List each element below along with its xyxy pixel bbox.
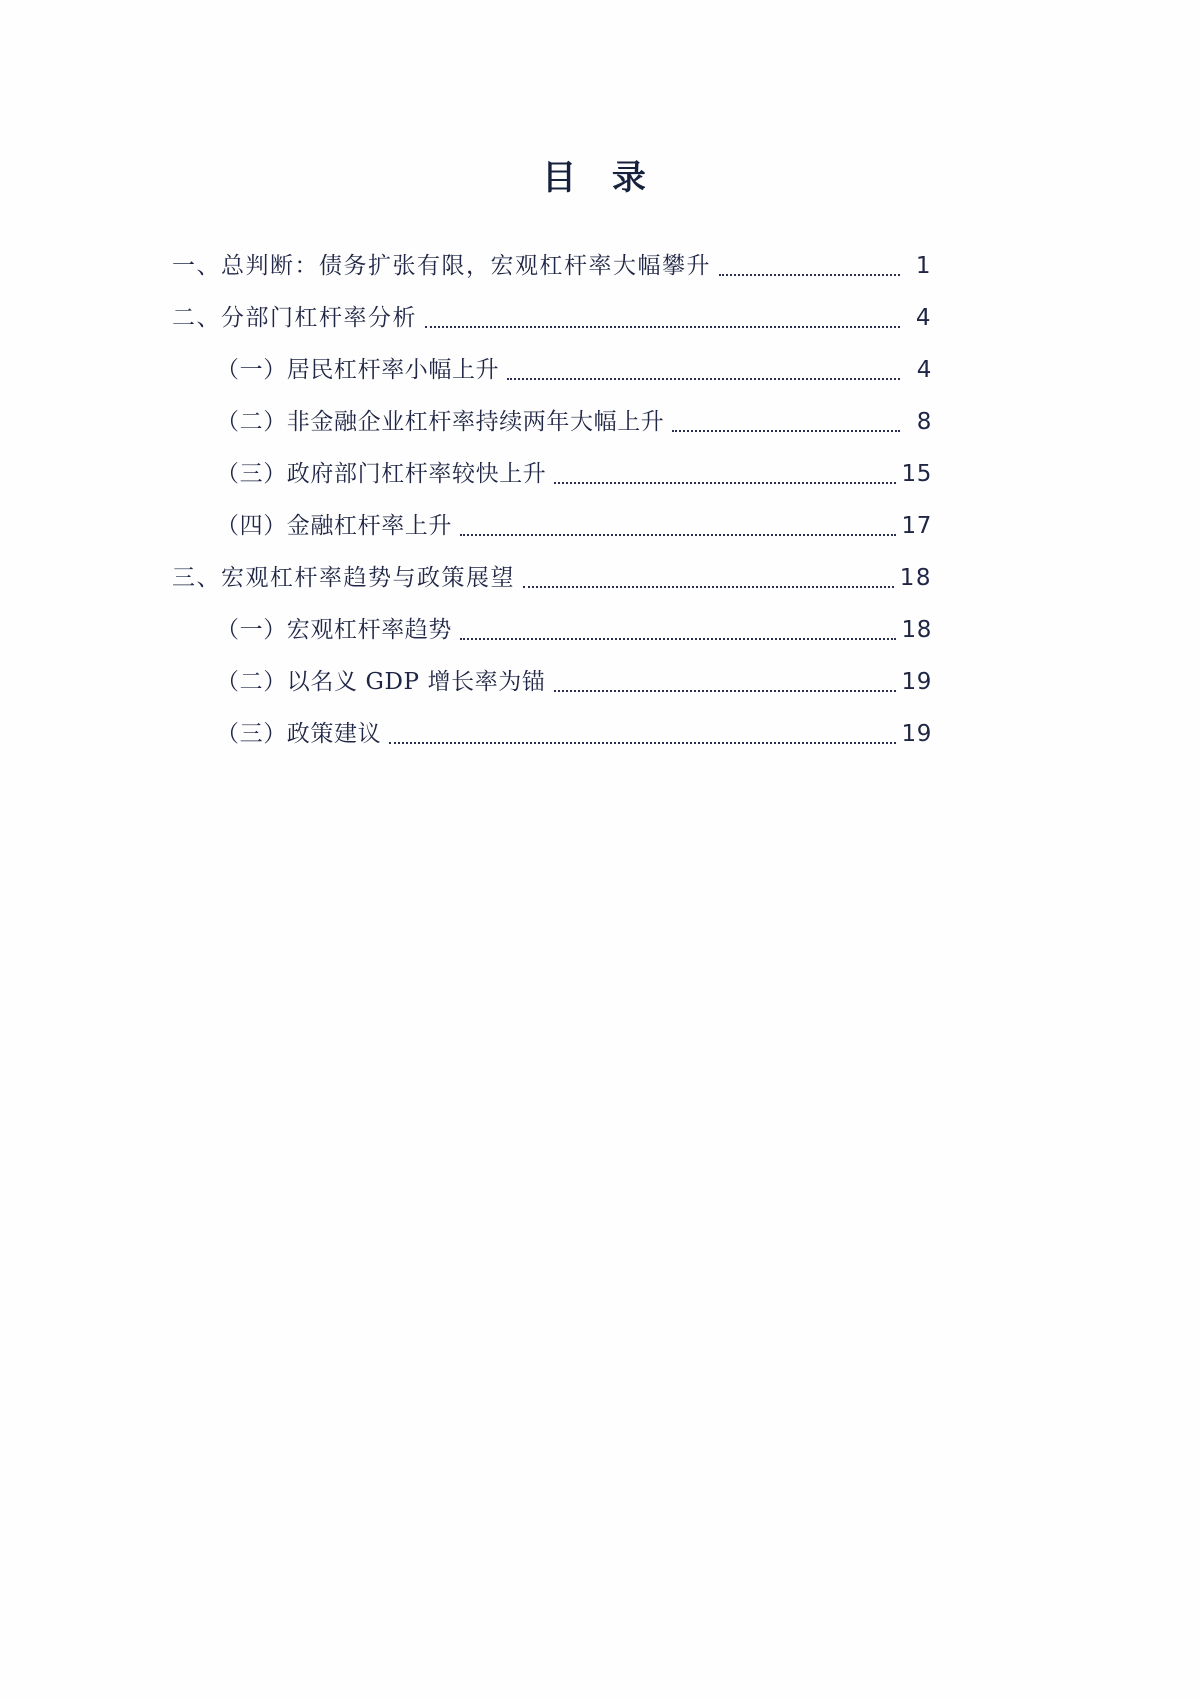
toc-entry[interactable]	[172, 251, 932, 282]
page-title: 目 录	[542, 158, 658, 198]
toc-entry[interactable]	[172, 563, 932, 594]
toc-entry-label: 二、分部门杠杆率分析	[172, 305, 417, 332]
toc-leader-dots	[389, 741, 895, 744]
table-of-contents	[172, 251, 932, 750]
toc-leader-dots	[554, 689, 896, 692]
toc-entry[interactable]	[172, 303, 932, 334]
toc-leader-dots	[719, 273, 900, 276]
toc-entry-page-number: 17	[901, 513, 932, 540]
toc-entry-page-number: 15	[901, 461, 932, 488]
toc-entry[interactable]	[172, 719, 932, 750]
toc-entry-label: （三）政府部门杠杆率较快上升	[216, 461, 547, 488]
toc-leader-dots	[672, 429, 900, 432]
toc-entry[interactable]	[172, 459, 932, 490]
toc-entry-page-number: 8	[916, 409, 932, 436]
toc-entry-label: （一）宏观杠杆率趋势	[216, 617, 452, 644]
toc-leader-dots	[460, 637, 896, 640]
toc-leader-dots	[523, 585, 894, 588]
toc-leader-dots	[507, 377, 900, 380]
toc-entry-label: （三）政策建议	[216, 721, 382, 748]
toc-entry-page-number: 19	[901, 721, 932, 748]
toc-entry-label: （二）以名义 GDP 增长率为锚	[216, 669, 546, 696]
toc-entry[interactable]	[172, 667, 932, 698]
toc-entry[interactable]	[172, 355, 932, 386]
toc-entry-page-number: 4	[916, 357, 932, 384]
toc-entry-page-number: 19	[901, 669, 932, 696]
toc-leader-dots	[425, 325, 900, 328]
toc-entry-page-number: 1	[915, 253, 932, 279]
toc-entry[interactable]	[172, 407, 932, 438]
toc-entry-label: （二）非金融企业杠杆率持续两年大幅上升	[216, 409, 665, 436]
toc-entry-page-number: 18	[901, 617, 932, 644]
toc-entry-label: 三、宏观杠杆率趋势与政策展望	[172, 565, 515, 592]
toc-leader-dots	[460, 533, 896, 536]
toc-entry-label: （一）居民杠杆率小幅上升	[216, 357, 500, 384]
toc-leader-dots	[554, 481, 895, 484]
toc-entry[interactable]	[172, 615, 932, 646]
toc-entry-page-number: 18	[899, 565, 932, 592]
toc-entry-label: 一、总判断：债务扩张有限，宏观杠杆率大幅攀升	[172, 253, 711, 279]
toc-entry[interactable]	[172, 511, 932, 542]
toc-entry-page-number: 4	[915, 305, 932, 332]
toc-entry-label: （四）金融杠杆率上升	[216, 513, 452, 540]
